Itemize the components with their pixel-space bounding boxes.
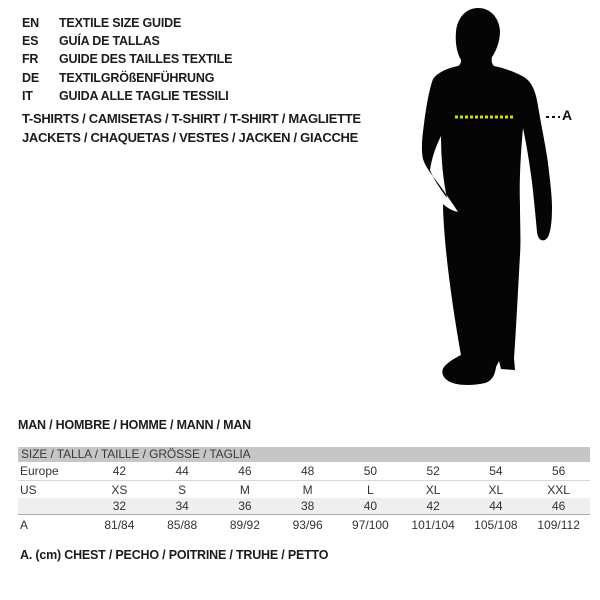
category-tshirts: T-SHIRTS / CAMISETAS / T-SHIRT / T-SHIRT / MAGLIETTE: [22, 111, 361, 126]
man-silhouette: [400, 0, 573, 400]
cell: 46: [238, 464, 252, 478]
row-label: A: [20, 518, 29, 532]
cell: 34: [175, 499, 189, 513]
language-label: TEXTILE SIZE GUIDE: [59, 16, 182, 30]
cell: 36: [238, 499, 252, 513]
cell: 52: [426, 464, 440, 478]
language-row-fr: [22, 50, 232, 68]
cell: 54: [489, 464, 503, 478]
size-table: [18, 447, 590, 535]
cell: 56: [551, 464, 566, 478]
cell: 48: [300, 464, 315, 478]
row-label: US: [20, 482, 37, 497]
language-label: GUIDA ALLE TAGLIE TESSILI: [59, 88, 229, 103]
cell: XXL: [547, 482, 570, 497]
language-row-de: [22, 69, 232, 87]
language-label: TEXTILGRÖßENFÜHRUNG: [59, 70, 215, 85]
cell: 81/84: [104, 518, 135, 532]
table-row-us: [18, 481, 590, 498]
cell: 97/100: [352, 518, 389, 532]
cell: 109/112: [537, 518, 580, 532]
cell: 93/96: [292, 518, 323, 532]
table-row-alt-sizes: [18, 498, 590, 514]
language-row-it: [22, 87, 232, 105]
cell: 85/88: [167, 518, 198, 532]
cell: 89/92: [229, 518, 260, 532]
cell: S: [178, 482, 187, 497]
language-row-es: [22, 32, 232, 50]
cell: 40: [363, 499, 378, 513]
cell: M: [239, 482, 250, 497]
cell: 42: [426, 499, 440, 513]
language-code: IT: [22, 88, 33, 103]
language-code: DE: [22, 70, 39, 85]
cell: 42: [112, 464, 127, 478]
measurement-footnote: A. (cm) CHEST / PECHO / POITRINE / TRUHE / PETTO: [20, 548, 329, 562]
table-row-europe: [18, 462, 590, 481]
size-table-header: SIZE / TALLA / TAILLE / GRÖSSE / TAGLIA: [18, 447, 590, 462]
cell: 44: [175, 464, 189, 478]
cell: 38: [300, 499, 315, 513]
language-row-en: [22, 14, 232, 32]
cell: 50: [363, 464, 378, 478]
language-label: GUÍA DE TALLAS: [59, 34, 160, 49]
table-row-chest-cm: [18, 514, 590, 535]
measurement-label-a: A: [562, 107, 573, 123]
cell: L: [367, 482, 374, 497]
cell: 44: [489, 499, 503, 513]
garment-categories: [22, 110, 361, 147]
cell: 46: [551, 499, 566, 513]
cell: XL: [425, 482, 441, 497]
language-list: [22, 14, 232, 105]
man-silhouette-svg: [400, 0, 573, 400]
cell: XS: [111, 482, 128, 497]
cell: 105/108: [474, 518, 518, 532]
language-code: FR: [22, 52, 39, 67]
category-jackets: JACKETS / CHAQUETAS / VESTES / JACKEN / GIACCHE: [22, 129, 358, 145]
cell: 32: [112, 499, 127, 513]
cell: 101/104: [411, 518, 455, 532]
language-label: GUIDE DES TAILLES TEXTILE: [59, 52, 233, 67]
cell: XL: [488, 482, 504, 497]
language-code: EN: [22, 16, 39, 30]
cell: M: [302, 482, 313, 497]
section-title-man: MAN / HOMBRE / HOMME / MANN / MAN: [18, 418, 251, 432]
row-label: Europe: [20, 464, 59, 478]
language-code: ES: [22, 34, 39, 49]
